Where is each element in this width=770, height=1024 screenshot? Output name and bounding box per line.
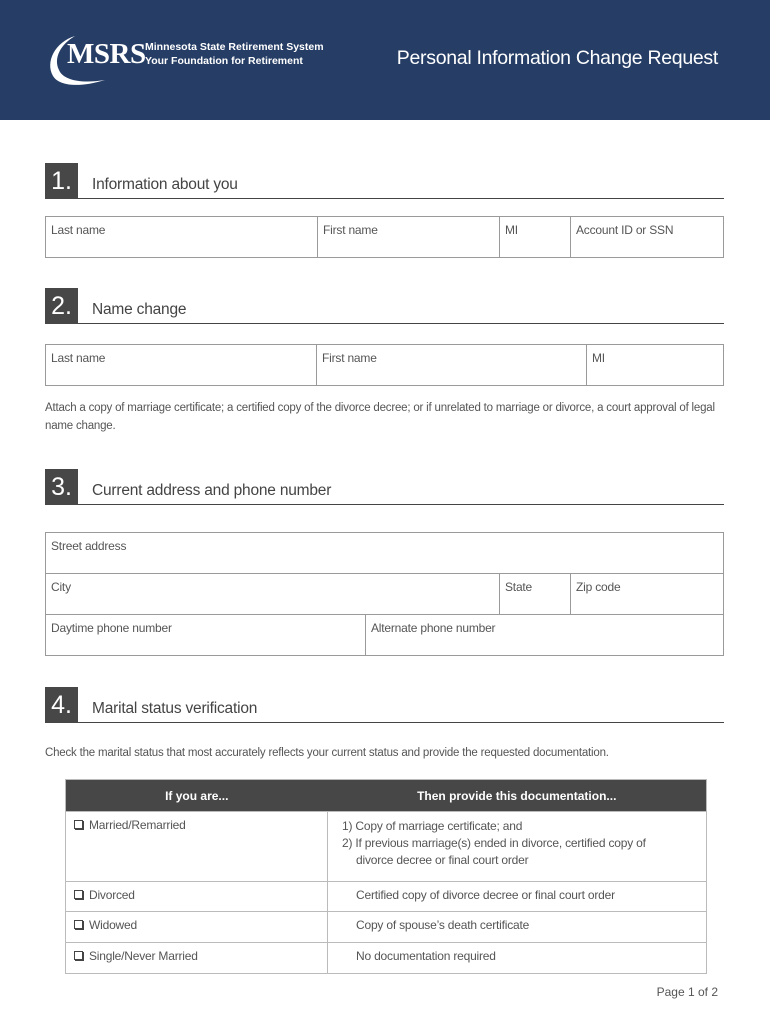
account-id-label: Account ID or SSN xyxy=(576,223,674,237)
new-last-name-field[interactable] xyxy=(46,345,317,385)
logo-mark: MSRS xyxy=(67,38,146,70)
section-4-number: 4. xyxy=(45,687,78,723)
widowed-checkbox[interactable] xyxy=(74,920,83,929)
documentation-cell xyxy=(328,882,707,912)
street-address-field[interactable] xyxy=(46,533,723,574)
section-1-title: Information about you xyxy=(92,176,238,193)
table-row xyxy=(66,882,707,912)
table-row xyxy=(66,943,707,974)
status-cell xyxy=(66,943,328,974)
status-label: Married/Remarried xyxy=(89,818,186,832)
status-label: Divorced xyxy=(89,888,135,902)
msrs-logo xyxy=(45,32,335,92)
documentation-cell xyxy=(328,912,707,943)
logo-org-name: Minnesota State Retirement System xyxy=(145,41,324,53)
section-2-header xyxy=(45,288,724,324)
header-banner xyxy=(0,0,770,120)
section-2-number: 2. xyxy=(45,288,78,324)
first-name-label: First name xyxy=(323,223,378,237)
section-3-number: 3. xyxy=(45,469,78,505)
state-field[interactable] xyxy=(499,574,571,615)
mi-label: MI xyxy=(505,223,518,237)
section-3-title: Current address and phone number xyxy=(92,482,332,499)
section-3-fields xyxy=(45,532,724,656)
new-first-name-label: First name xyxy=(322,351,377,365)
new-first-name-field[interactable] xyxy=(316,345,587,385)
doc-line: Copy of spouse’s death certificate xyxy=(356,918,530,932)
name-change-note: Attach a copy of marriage certificate; a certified copy of the divorce decree; or if unrelated to marriage or divorce, a court approval of legal name change. xyxy=(45,402,715,432)
section-4-header xyxy=(45,687,724,723)
status-cell xyxy=(66,812,328,882)
logo-tagline: Your Foundation for Retirement xyxy=(145,55,303,67)
section-3-header xyxy=(45,469,724,505)
page-title: Personal Information Change Request xyxy=(396,47,718,69)
status-cell xyxy=(66,882,328,912)
daytime-phone-field[interactable] xyxy=(46,615,366,655)
doc-line: divorce decree or final court order xyxy=(356,853,529,867)
divorced-checkbox[interactable] xyxy=(74,890,83,899)
table-header-row xyxy=(66,780,707,812)
doc-line: No documentation required xyxy=(356,949,496,963)
phone-row xyxy=(46,614,723,655)
if-you-are-header: If you are... xyxy=(66,780,328,812)
section-1-number: 1. xyxy=(45,163,78,199)
new-last-name-label: Last name xyxy=(51,351,106,365)
page-number: Page 1 of 2 xyxy=(656,985,718,999)
documentation-cell xyxy=(328,812,707,882)
marital-status-intro: Check the marital status that most accurately reflects your current status and provide the requested documentation. xyxy=(45,747,609,759)
section-4-title: Marital status verification xyxy=(92,700,258,717)
city-state-zip-row xyxy=(46,573,723,615)
daytime-phone-label: Daytime phone number xyxy=(51,621,172,635)
alternate-phone-label: Alternate phone number xyxy=(371,621,496,635)
single-checkbox[interactable] xyxy=(74,951,83,960)
section-1-fields xyxy=(45,216,724,258)
zip-code-label: Zip code xyxy=(576,580,621,594)
section-1-header xyxy=(45,163,724,199)
city-label: City xyxy=(51,580,71,594)
section-2-title: Name change xyxy=(92,301,187,318)
section-2-fields xyxy=(45,344,724,386)
last-name-field[interactable] xyxy=(46,217,318,257)
documentation-cell xyxy=(328,943,707,974)
new-mi-label: MI xyxy=(592,351,605,365)
doc-line: Certified copy of divorce decree or final court order xyxy=(356,888,615,902)
married-checkbox[interactable] xyxy=(74,820,83,829)
doc-line: 2) If previous marriage(s) ended in divorce, certified copy of xyxy=(342,836,646,850)
documentation-header: Then provide this documentation... xyxy=(328,780,707,812)
status-label: Widowed xyxy=(89,918,137,932)
marital-status-table xyxy=(65,779,707,974)
doc-line: 1) Copy of marriage certificate; and xyxy=(342,819,523,833)
first-name-field[interactable] xyxy=(317,217,500,257)
account-id-field[interactable] xyxy=(570,217,723,257)
state-label: State xyxy=(505,580,533,594)
status-cell xyxy=(66,912,328,943)
street-address-label: Street address xyxy=(51,539,127,553)
table-row xyxy=(66,812,707,882)
last-name-label: Last name xyxy=(51,223,106,237)
new-mi-field[interactable] xyxy=(586,345,723,385)
city-field[interactable] xyxy=(46,574,500,615)
status-label: Single/Never Married xyxy=(89,949,198,963)
table-row xyxy=(66,912,707,943)
zip-code-field[interactable] xyxy=(570,574,723,615)
alternate-phone-field[interactable] xyxy=(365,615,723,655)
mi-field[interactable] xyxy=(499,217,571,257)
